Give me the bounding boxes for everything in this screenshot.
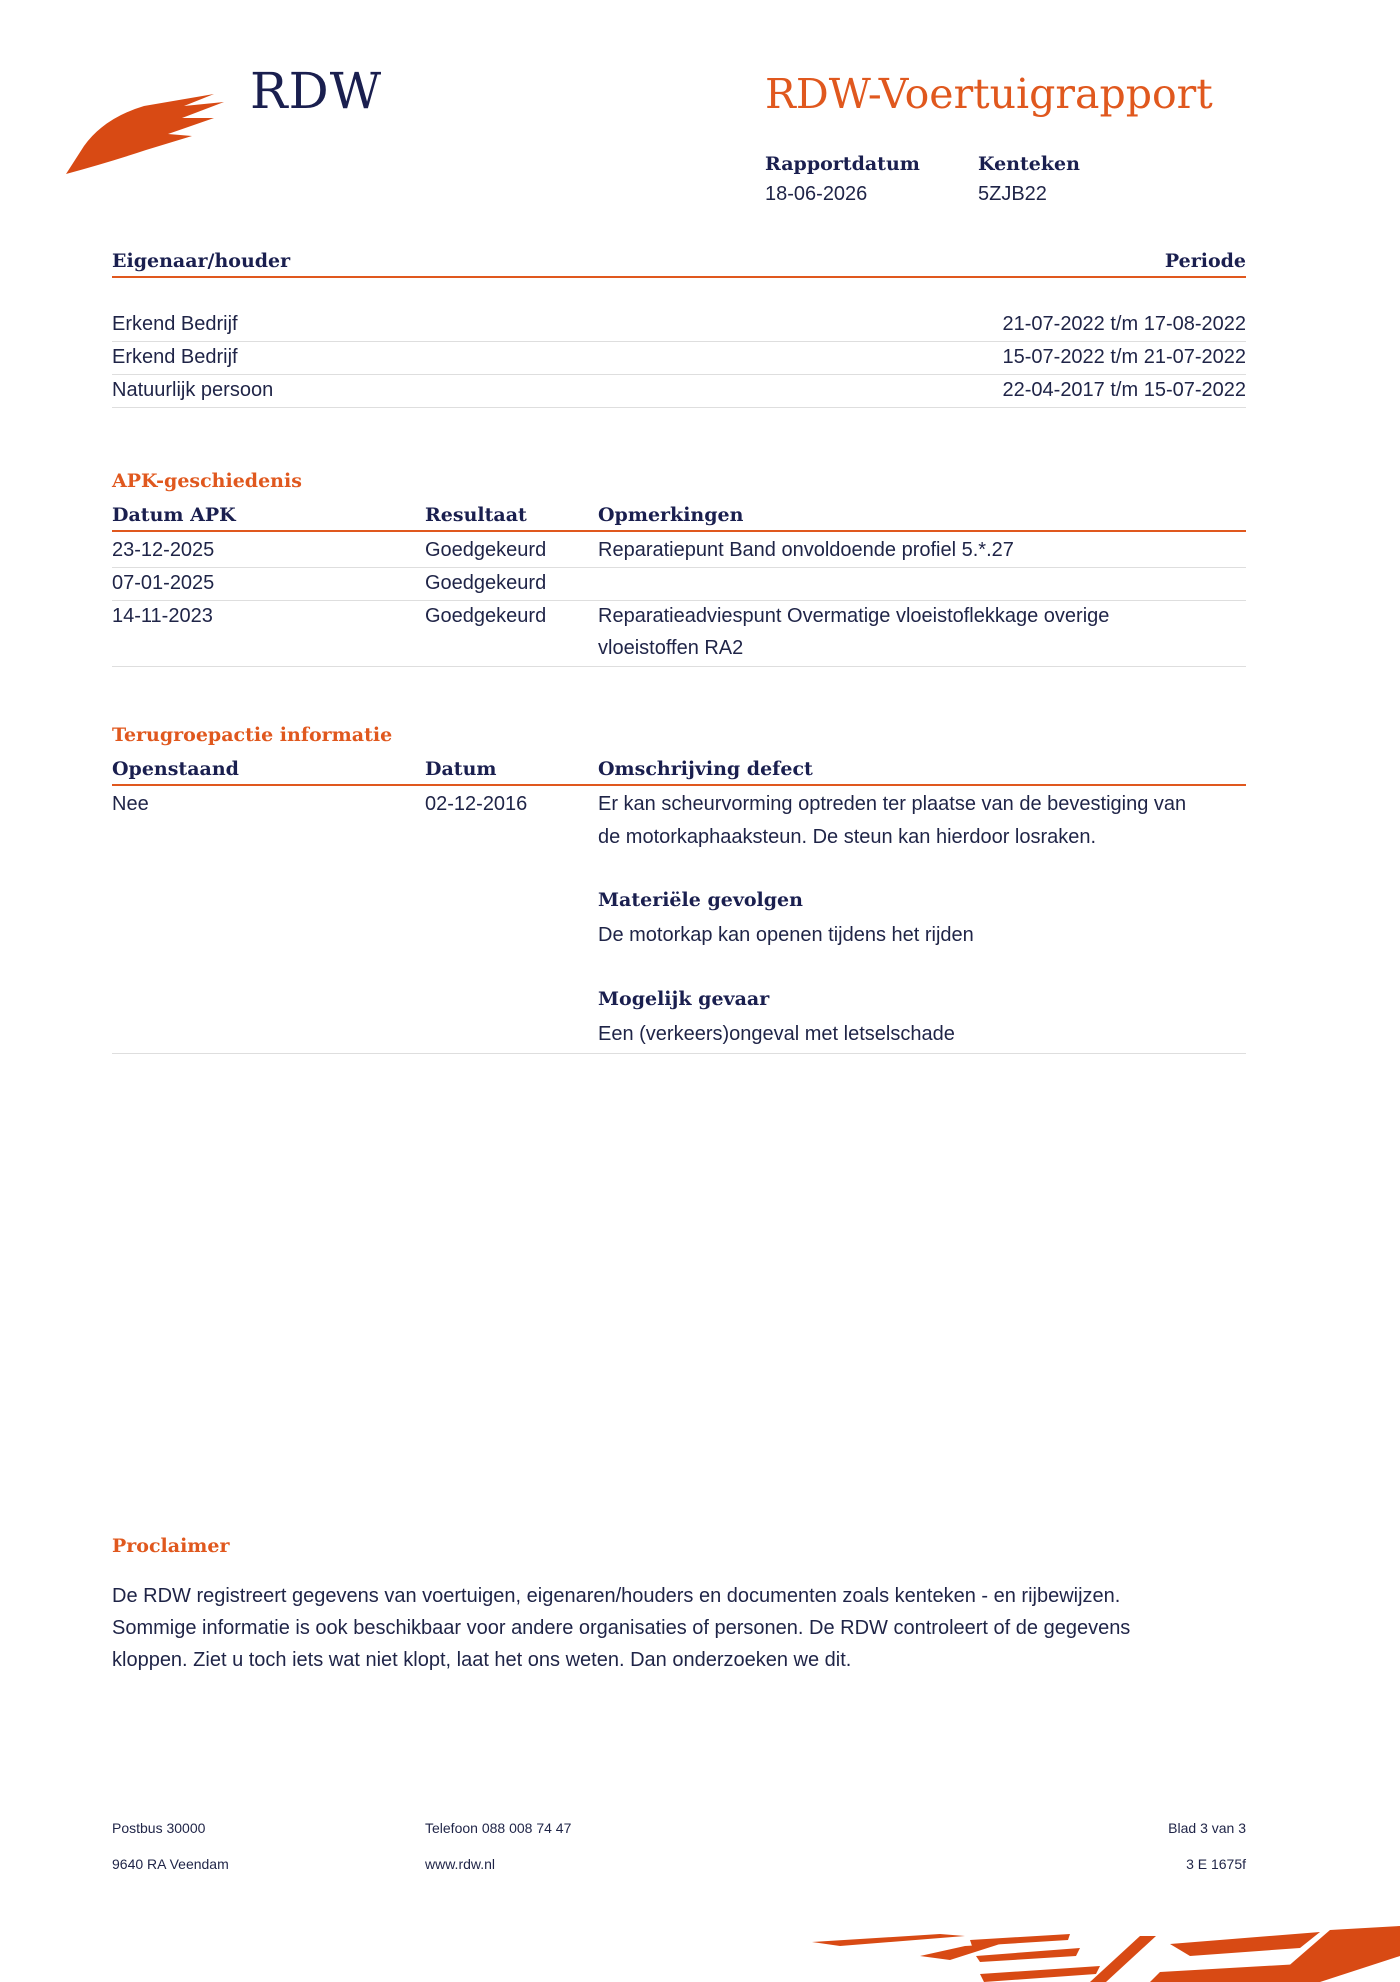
report-date-value: 18-06-2026 [765,183,868,205]
logo-wordmark: RDW [250,62,383,120]
plate-value: 5ZJB22 [978,183,1047,205]
footer-document-code: 3 E 1675f [1186,1856,1246,1872]
apk-date-cell: 14-11-2023 [112,605,213,627]
apk-remarks-cell: Reparatiepunt Band onvoldoende profiel 5.*.27 [598,539,1014,561]
report-date-label: Rapportdatum [765,153,920,175]
period-cell: 15-07-2022 t/m 21-07-2022 [1002,346,1246,368]
recall-desc-line2: de motorkaphaaksteun. De steun kan hierdoor losraken. [598,826,1097,848]
recall-desc-column-header: Omschrijving defect [598,758,813,780]
apk-result-cell: Goedgekeurd [425,539,547,561]
proclaimer-line: kloppen. Ziet u toch iets wat niet klopt, laat het ons weten. Dan onderzoeken we dit. [112,1649,852,1671]
recall-date-column-header: Datum [425,758,497,780]
rdw-logo-mark [64,88,234,178]
table-row [112,341,1246,375]
plate-label: Kenteken [978,153,1080,175]
proclaimer-title: Proclaimer [112,1535,230,1557]
proclaimer-line: Sommige informatie is ook beschikbaar voor andere organisaties of personen. De RDW controleert of de gegevens [112,1617,1131,1639]
period-cell: 22-04-2017 t/m 15-07-2022 [1002,379,1246,401]
apk-result-column-header: Resultaat [425,504,527,526]
apk-date-column-header: Datum APK [112,504,236,526]
table-row [112,308,1246,342]
owner-cell: Erkend Bedrijf [112,346,238,368]
recall-date-cell: 02-12-2016 [425,793,528,815]
footer-website-link[interactable]: www.rdw.nl [425,1856,496,1872]
footer-address-line1: Postbus 30000 [112,1820,206,1836]
apk-remarks-column-header: Opmerkingen [598,504,744,526]
apk-remarks-cell: Reparatieadviespunt Overmatige vloeistoflekkage overige [598,605,1110,627]
consequences-label: Materiële gevolgen [598,889,803,911]
apk-table-header [112,500,1246,532]
period-cell: 21-07-2022 t/m 17-08-2022 [1002,313,1246,335]
decorative-stripes [800,1926,1400,1982]
table-row [112,567,1246,601]
apk-result-cell: Goedgekeurd [425,572,547,594]
footer-page-number: Blad 3 van 3 [1168,1820,1246,1836]
consequences-text: De motorkap kan openen tijdens het rijden [598,924,974,946]
owner-cell: Erkend Bedrijf [112,313,238,335]
recall-table-header [112,754,1246,786]
table-row [112,374,1246,408]
period-column-header: Periode [1164,250,1246,272]
owner-cell: Natuurlijk persoon [112,379,274,401]
recall-open-column-header: Openstaand [112,758,239,780]
footer-address-line2: 9640 RA Veendam [112,1856,229,1872]
recall-desc-line1: Er kan scheurvorming optreden ter plaatse van de bevestiging van [598,793,1187,815]
apk-date-cell: 07-01-2025 [112,572,215,594]
table-row [112,788,1246,1054]
page-title: RDW-Voertuigrapport [765,70,1213,118]
table-row [112,600,1246,667]
danger-text: Een (verkeers)ongeval met letselschade [598,1023,955,1045]
recall-section-title: Terugroepactie informatie [112,724,393,746]
danger-label: Mogelijk gevaar [598,988,770,1010]
footer-phone: Telefoon 088 008 74 47 [425,1820,572,1836]
table-row [112,534,1246,568]
apk-remarks-cell-continued: vloeistoffen RA2 [598,637,744,659]
proclaimer-text [112,1580,1212,1676]
owners-table-header [112,246,1246,278]
proclaimer-line: De RDW registreert gegevens van voertuigen, eigenaren/houders en documenten zoals kenteken - en rijbewijzen. [112,1585,1121,1607]
apk-section-title: APK-geschiedenis [112,470,302,492]
recall-open-cell: Nee [112,793,149,815]
apk-date-cell: 23-12-2025 [112,539,215,561]
apk-result-cell: Goedgekeurd [425,605,547,627]
owner-column-header: Eigenaar/houder [112,250,291,272]
